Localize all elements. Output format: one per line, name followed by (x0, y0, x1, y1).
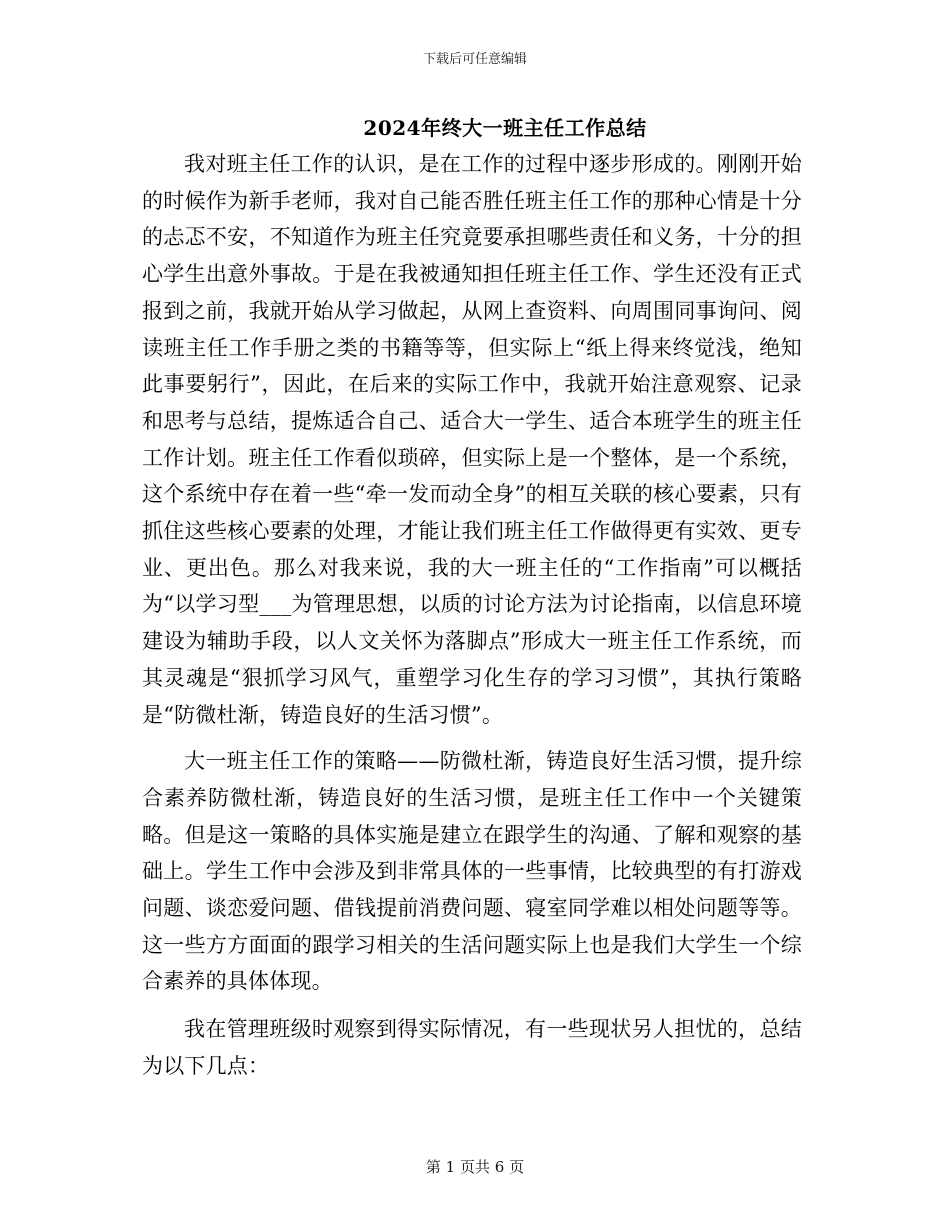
paragraph-2: 大一班主任工作的策略——防微杜渐，铸造良好生活习惯，提升综合素养防微杜渐，铸造良好的生活习惯，是班主任工作中一个关键策略。但是这一策略的具体实施是建立在跟学生的沟通、了解和观察的基础上。学生工作中会涉及到非常具体的一些事情，比较典型的有打游戏问题、谈恋爱问题、借钱提前消费问题、寝室同学难以相处问题等等。这一些方方面面的跟学习相关的生活问题实际上也是我们大学生一个综合素养的具体体现。 (142, 749, 802, 994)
paragraph-1: 我对班主任工作的认识，是在工作的过程中逐步形成的。刚刚开始的时候作为新手老师，我对自己能否胜任班主任工作的那种心情是十分的忐忑不安，不知道作为班主任究竟要承担哪些责任和义务，十分的担心学生出意外事故。于是在我被通知担任班主任工作、学生还没有正式报到之前，我就开始从学习做起，从网上查资料、向周围同事询问、阅读班主任工作手册之类的书籍等等，但实际上“纸上得来终觉浅，绝知此事要躬行”，因此，在后来的实际工作中，我就开始注意观察、记录和思考与总结，提炼适合自己、适合大一学生、适合本班学生的班主任工作计划。班主任工作看似琐碎，但实际上是一个整体，是一个系统，这个系统中存在着一些“牵一发而动全身”的相互关联的核心要素，只有抓住这些核心要素的处理，才能让我们班主任工作做得更有实效、更专业、更出色。那么对我来说，我的大一班主任的“工作指南”可以概括为“以学习型___为管理思想，以质的讨论方法为讨论指南，以信息环境建设为辅助手段，以人文关怀为落脚点”形成大一班主任工作系统，而其灵魂是“狠抓学习风气，重塑学习化生存的学习习惯”，其执行策略是“防微杜渐，铸造良好的生活习惯”。 (142, 152, 802, 727)
page-footer: 第 1 页共 6 页 (425, 1158, 525, 1176)
paragraph-3: 我在管理班级时观察到得实际情况，有一些现状另人担忧的，总结为以下几点： (142, 1017, 802, 1078)
document-title: 2024年终大一班主任工作总结 (363, 116, 647, 140)
document-body (142, 146, 802, 1085)
page-header: 下载后可任意编辑 (422, 52, 527, 67)
